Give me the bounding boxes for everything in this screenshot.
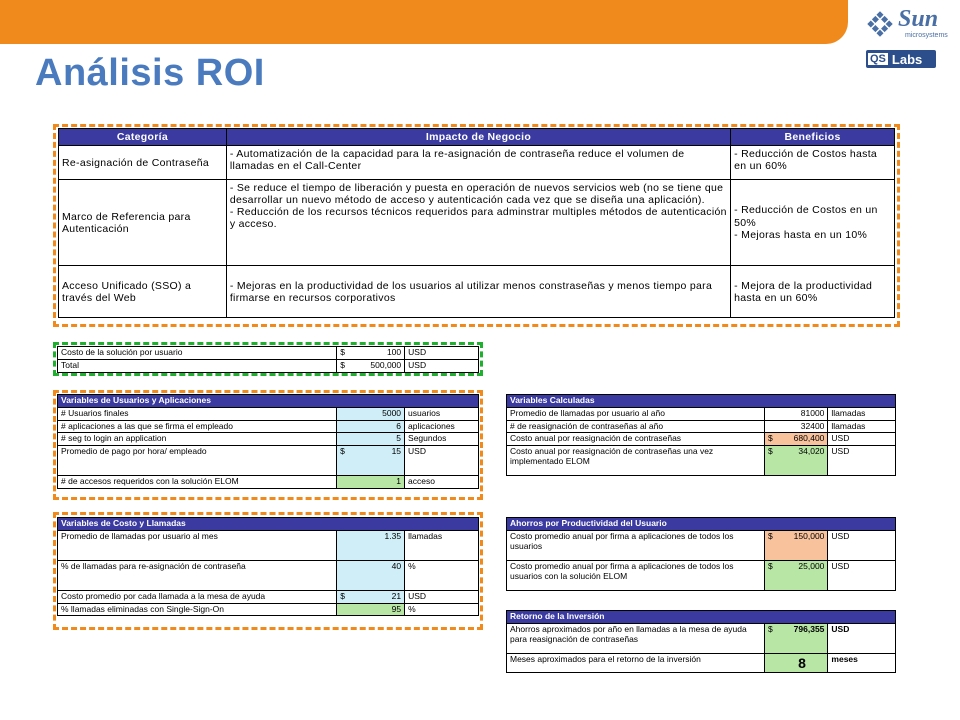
unit: llamadas <box>405 530 479 560</box>
section-header: Ahorros por Productividad del Usuario <box>507 518 896 531</box>
section-header: Retorno de la Inversión <box>507 611 896 624</box>
productivity-savings-table <box>506 517 896 591</box>
impact-cell: - Automatización de la capacidad para la re-asignación de contraseña reduce el volumen de llamadas en el Call-Center <box>226 146 730 180</box>
table-row <box>507 530 896 560</box>
page-title: Análisis ROI <box>35 52 265 94</box>
currency <box>337 420 349 433</box>
unit: USD <box>405 347 479 360</box>
value: 680,400 <box>777 433 828 446</box>
currency <box>764 420 776 433</box>
row-label: Meses aproximados para el retorno de la inversión <box>507 653 765 672</box>
unit: % <box>405 560 479 590</box>
table-row <box>507 623 896 653</box>
row-label: Costo promedio anual por firma a aplicaciones de todos los usuarios con la solución ELOM <box>507 560 765 590</box>
row-label: Costo anual por reasignación de contraseñas una vez implementado ELOM <box>507 446 765 476</box>
unit: USD <box>405 590 479 603</box>
impact-cell <box>226 180 730 266</box>
category-cell: Re-asignación de Contraseña <box>59 146 227 180</box>
unit: acceso <box>405 476 479 489</box>
table-row <box>507 420 896 433</box>
currency: $ <box>337 347 349 360</box>
table-row <box>507 653 896 672</box>
category-cell: Acceso Unificado (SSO) a través del Web <box>59 266 227 318</box>
row-label: Promedio de pago por hora/ empleado <box>58 446 337 476</box>
currency <box>337 476 349 489</box>
currency: $ <box>764 623 776 653</box>
value: 15 <box>349 446 405 476</box>
unit: usuarios <box>405 407 479 420</box>
value: 21 <box>349 590 405 603</box>
unit: meses <box>828 653 896 672</box>
value: 25,000 <box>777 560 828 590</box>
impact-cell: - Mejoras en la productividad de los usuarios al utilizar menos constraseñas y menos tiempo para firmarse en recursos corporativos <box>226 266 730 318</box>
row-label: Total <box>58 359 337 372</box>
header-impacto: Impacto de Negocio <box>226 129 730 146</box>
currency: $ <box>337 446 349 476</box>
value: 100 <box>349 347 405 360</box>
row-label: Ahorros aproximados por año en llamadas a la mesa de ayuda para reasignación de contraseñas <box>507 623 765 653</box>
category-cell: Marco de Referencia para Autenticación <box>59 180 227 266</box>
header-categoria: Categoría <box>59 129 227 146</box>
unit: USD <box>828 446 896 476</box>
value: 95 <box>349 603 405 616</box>
section-header: Variables de Costo y Llamadas <box>58 518 479 531</box>
header-beneficios: Beneficios <box>731 129 895 146</box>
unit: % <box>405 603 479 616</box>
table-row <box>59 180 895 266</box>
roi-return-table <box>506 610 896 673</box>
table-header-row <box>507 395 896 408</box>
row-label: # de accesos requeridos con la solución ELOM <box>58 476 337 489</box>
row-label: Costo promedio anual por firma a aplicaciones de todos los usuarios <box>507 530 765 560</box>
table-header-row <box>507 518 896 531</box>
table-header-row <box>58 395 479 408</box>
value: 34,020 <box>777 446 828 476</box>
row-label: # Usuarios finales <box>58 407 337 420</box>
table-row <box>58 603 479 616</box>
table-header-row <box>59 129 895 146</box>
table-row <box>58 433 479 446</box>
row-label: # de reasignación de contraseñas al año <box>507 420 765 433</box>
user-variables-table <box>57 394 479 489</box>
table-row <box>507 560 896 590</box>
table-row <box>507 407 896 420</box>
currency: $ <box>337 590 349 603</box>
unit: USD <box>828 560 896 590</box>
currency <box>337 530 349 560</box>
currency: $ <box>337 359 349 372</box>
currency: $ <box>764 530 776 560</box>
section-header: Variables Calculadas <box>507 395 896 408</box>
unit: llamadas <box>828 420 896 433</box>
table-header-row <box>58 518 479 531</box>
row-label: Promedio de llamadas por usuario al año <box>507 407 765 420</box>
currency: $ <box>764 433 776 446</box>
sun-logo-text: Sun <box>898 6 939 32</box>
row-label: # aplicaciones a las que se firma el empleado <box>58 420 337 433</box>
table-row <box>58 407 479 420</box>
benefit-cell: - Reducción de Costos hasta en un 60% <box>731 146 895 180</box>
benefit-cell: - Mejora de la productividad hasta en un 60% <box>731 266 895 318</box>
value: 1.35 <box>349 530 405 560</box>
qs-logo-text: QS <box>870 53 886 65</box>
benefit-cell <box>731 180 895 266</box>
currency <box>337 603 349 616</box>
value: 796,355 <box>777 623 828 653</box>
table-row <box>59 146 895 180</box>
benefit-text: - Reducción de Costos en un 50% <box>734 204 878 229</box>
value: 5 <box>349 433 405 446</box>
table-row <box>58 420 479 433</box>
labs-logo-text: Labs <box>891 51 923 67</box>
currency <box>764 653 776 672</box>
unit: Segundos <box>405 433 479 446</box>
table-row <box>58 347 479 360</box>
sun-logo-subtitle: microsystems <box>905 32 948 39</box>
value: 5000 <box>349 407 405 420</box>
table-row <box>58 560 479 590</box>
row-label: Costo promedio por cada llamada a la mesa de ayuda <box>58 590 337 603</box>
impact-text: - Se reduce el tiempo de liberación y puesta en operación de nuevos servicios web (no se tiene que desarrollar un nuevo método de acceso y autenticación cada vez que se diseña una aplicación). <box>229 182 724 207</box>
top-banner <box>0 0 848 44</box>
table-row <box>58 359 479 372</box>
unit: aplicaciones <box>405 420 479 433</box>
value: 6 <box>349 420 405 433</box>
row-label: # seg to login an application <box>58 433 337 446</box>
currency <box>764 407 776 420</box>
table-row <box>58 446 479 476</box>
currency <box>337 433 349 446</box>
value: 40 <box>349 560 405 590</box>
unit: USD <box>828 623 896 653</box>
row-label: Promedio de llamadas por usuario al mes <box>58 530 337 560</box>
table-row <box>507 433 896 446</box>
unit: USD <box>828 433 896 446</box>
table-row <box>507 446 896 476</box>
unit: USD <box>405 446 479 476</box>
table-row <box>59 266 895 318</box>
table-row <box>58 476 479 489</box>
roi-category-table <box>58 128 895 318</box>
row-label: Costo anual por reasignación de contraseñas <box>507 433 765 446</box>
unit: USD <box>828 530 896 560</box>
currency <box>337 560 349 590</box>
impact-text-2: - Reducción de los recursos técnicos requeridos para adminstrar multiples métodos de autenticación y acceso. <box>229 206 727 231</box>
value: 150,000 <box>777 530 828 560</box>
currency <box>337 407 349 420</box>
qs-labs-logo <box>866 50 936 68</box>
value: 1 <box>349 476 405 489</box>
roi-months-value: 8 <box>777 653 828 672</box>
benefit-text-2: - Mejoras hasta en un 10% <box>734 228 868 241</box>
table-row <box>58 590 479 603</box>
row-label: Costo de la solución por usuario <box>58 347 337 360</box>
table-header-row <box>507 611 896 624</box>
row-label: % llamadas eliminadas con Single-Sign-On <box>58 603 337 616</box>
unit: llamadas <box>828 407 896 420</box>
calculated-variables-table <box>506 394 896 476</box>
currency: $ <box>764 446 776 476</box>
value: 32400 <box>777 420 828 433</box>
value: 81000 <box>777 407 828 420</box>
value: 500,000 <box>349 359 405 372</box>
solution-cost-table <box>57 346 479 373</box>
cost-variables-table <box>57 517 479 616</box>
row-label: % de llamadas para re-asignación de contraseña <box>58 560 337 590</box>
table-row <box>58 530 479 560</box>
section-header: Variables de Usuarios y Aplicaciones <box>58 395 479 408</box>
unit: USD <box>405 359 479 372</box>
currency: $ <box>764 560 776 590</box>
